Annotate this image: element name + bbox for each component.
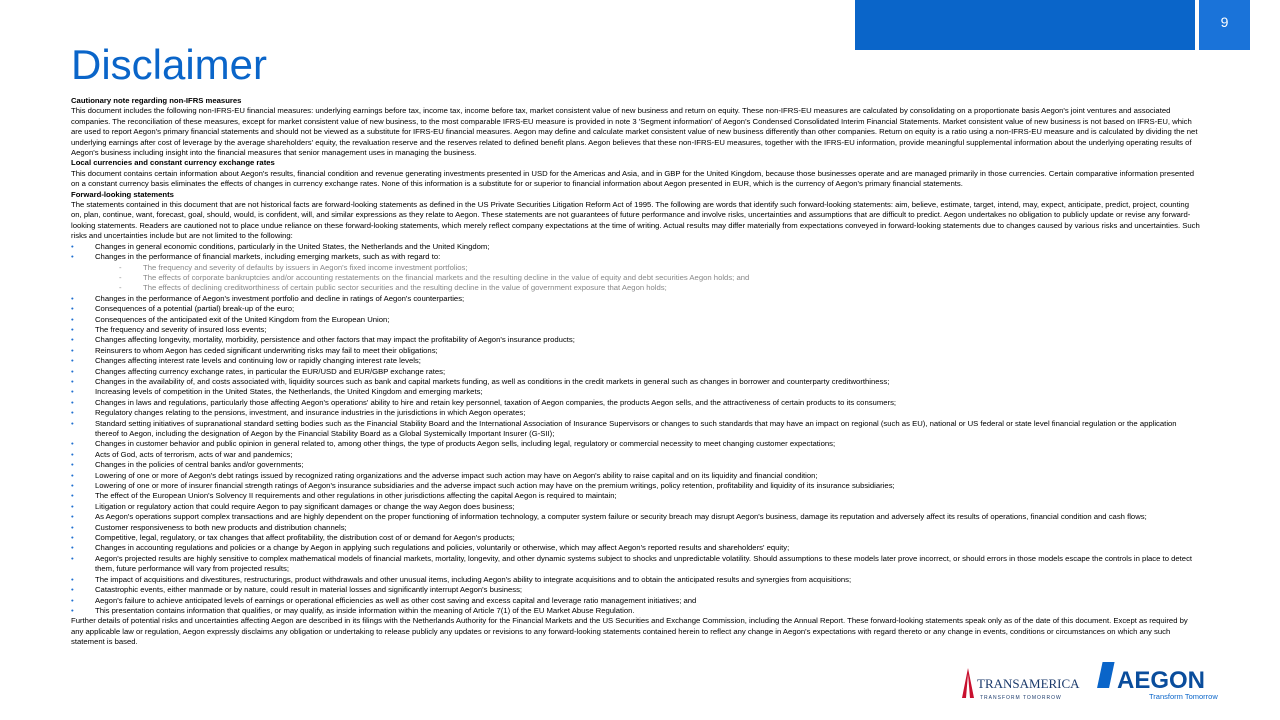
aegon-name: AEGON — [1117, 667, 1206, 694]
risk-bullet: • As Aegon's operations support complex transactions and are highly dependent on the proper functioning of information technology, a computer system failure or security breach may disrupt Aegon's business, damage its reputation and adversely affect its results of operations, financial condition and cash flows; — [71, 512, 1201, 522]
risk-bullet: • Changes affecting interest rate levels and continuing low or rapidly changing interest rate levels; — [71, 356, 1201, 366]
header-bar — [855, 0, 1195, 50]
risk-bullet: • Changes in customer behavior and public opinion in general related to, among other things, the type of products Aegon sells, including legal, regulatory or commercial necessity to meet changing customer expectations; — [71, 439, 1201, 449]
transamerica-logo — [958, 660, 1078, 702]
risk-bullet: • Aegon's failure to achieve anticipated levels of earnings or operational efficiencies as well as other cost saving and excess capital and leverage ratio management initiatives; and — [71, 596, 1201, 606]
section-text: This document contains certain information about Aegon's results, financial condition and revenue generating investments presented in USD for the Americas and Asia, and in GBP for the United Kingdom, because those businesses operate and are managed primarily in those currencies. Certain comparative information presented on a constant currency basis eliminates the effects of changes in currency exchange rates. None of this information is a substitute for or superior to financial information about Aegon presented in EUR, which is the currency of Aegon's primary financial statements. — [71, 168, 1195, 189]
risk-bullet: • This presentation contains information that qualifies, or may qualify, as inside information within the meaning of Article 7(1) of the EU Market Abuse Regulation. — [71, 606, 1201, 616]
risk-bullet: • Changes in the performance of Aegon's investment portfolio and decline in ratings of Aegon's counterparties; — [71, 294, 1201, 304]
risk-bullet: • Changes in general economic conditions, particularly in the United States, the Netherlands and the United Kingdom; — [71, 242, 1201, 252]
risk-bullet: • Changes in laws and regulations, particularly those affecting Aegon's operations' ability to hire and retain key personnel, taxation of Aegon companies, the products Aegon sells, and the attractiveness of certain products to its consumers; — [71, 398, 1201, 408]
risk-bullet: • Lowering of one or more of Aegon's debt ratings issued by recognized rating organizations and the adverse impact such action may have on Aegon's ability to raise capital and on its liquidity and financial condition; — [71, 471, 1201, 481]
risk-bullet: • Changes in accounting regulations and policies or a change by Aegon in applying such regulations and policies, voluntarily or otherwise, which may affect Aegon's reported results and shareholders' equity; — [71, 543, 1201, 553]
risk-bullet: • Consequences of the anticipated exit of the United Kingdom from the European Union; — [71, 315, 1201, 325]
section-text: The statements contained in this document that are not historical facts are forward-looking statements as defined in the US Private Securities Litigation Reform Act of 1995. The following are words that identify such forward-looking statements: aim, believe, estimate, target, intend, may, expect, anticipate, predict, project, counting on, plan, continue, want, forecast, goal, should, would, is confident, will, and similar expressions as they relate to Aegon. These statements are not guarantees of future performance and involve risks, uncertainties and assumptions that are difficult to predict. Aegon undertakes no obligation to publicly update or revise any forward-looking statements. Readers are cautioned not to place undue reliance on these forward-looking statements, which merely reflect company expectations at the time of writing. Actual results may differ materially from expectations conveyed in forward-looking statements due to changes caused by various risks and uncertainties. Such risks and uncertainties include but are not limited to the following: — [71, 200, 1200, 241]
risk-bullet: • Reinsurers to whom Aegon has ceded significant underwriting risks may fail to meet their obligations; — [71, 346, 1201, 356]
page-number: 9 — [1220, 14, 1229, 30]
risk-bullet: • Changes in the availability of, and costs associated with, liquidity sources such as bank and capital markets funding, as well as conditions in the credit markets in general such as changes in borrower and counterparty creditworthiness; — [71, 377, 1201, 387]
risk-bullet: • Lowering of one or more of insurer financial strength ratings of Aegon's insurance subsidiaries and the adverse impact such action may have on the premium writings, policy retention, profitability and liquidity of its insurance subsidiaries; — [71, 481, 1201, 491]
aegon-logo — [1103, 660, 1218, 702]
section-heading: Local currencies and constant currency exchange rates — [71, 158, 275, 168]
risk-list — [71, 242, 1201, 263]
risk-bullet: • Consequences of a potential (partial) break-up of the euro; — [71, 304, 1201, 314]
page-title: Disclaimer — [71, 41, 268, 88]
risk-bullet: • The impact of acquisitions and divestitures, restructurings, product withdrawals and other unusual items, including Aegon's ability to integrate acquisitions and to obtain the anticipated results and synergies from acquisitions; — [71, 575, 1201, 585]
risk-bullet: • The frequency and severity of insured loss events; — [71, 325, 1201, 335]
risk-bullet: • Competitive, legal, regulatory, or tax changes that affect profitability, the distribution cost of or demand for Aegon's products; — [71, 533, 1201, 543]
risk-bullet: • Aegon's projected results are highly sensitive to complex mathematical models of financial markets, mortality, longevity, and other dynamic systems subject to shocks and unpredictable volatility. Should assumptions to these models later prove incorrect, or should errors in those models escape the controls in place to detect them, future performance will vary from projected results; — [71, 554, 1201, 575]
risk-bullet: • Changes affecting longevity, mortality, morbidity, persistence and other factors that may impact the profitability of Aegon's insurance products; — [71, 335, 1201, 345]
risk-bullet: • Changes in the policies of central banks and/or governments; — [71, 460, 1201, 470]
risk-bullet: • Customer responsiveness to both new products and distribution channels; — [71, 523, 1201, 533]
risk-sub-list — [71, 263, 1201, 294]
aegon-tagline: Transform Tomorrow — [1149, 692, 1218, 701]
risk-bullet: • Changes in the performance of financial markets, including emerging markets, such as with regard to: — [71, 252, 1201, 262]
transamerica-name: TRANSAMERICA — [977, 676, 1080, 691]
risk-bullet: • Litigation or regulatory action that could require Aegon to pay significant damages or change the way Aegon does business; — [71, 502, 1201, 512]
risk-bullet: • The effect of the European Union's Solvency II requirements and other regulations in other jurisdictions affecting the capital Aegon is required to maintain; — [71, 491, 1201, 501]
risk-sub-bullet: - The effects of corporate bankruptcies and/or accounting restatements on the financial markets and the resulting decline in the value of equity and debt securities Aegon holds; and — [119, 273, 1201, 283]
risk-bullet: • Changes affecting currency exchange rates, in particular the EUR/USD and EUR/GBP exchange rates; — [71, 367, 1201, 377]
closing-text: Further details of potential risks and uncertainties affecting Aegon are described in its filings with the Netherlands Authority for the Financial Markets and the US Securities and Exchange Commission, including the Annual Report. These forward-looking statements speak only as of the date of this document. Except as required by any applicable law or regulation, Aegon expressly disclaims any obligation or undertaking to release publicly any updates or revisions to any forward-looking statements contained herein to reflect any change in Aegon's expectations with regard thereto or any change in events, conditions or circumstances on which any such statement is based. — [71, 616, 1188, 647]
risk-sub-bullet: - The frequency and severity of defaults by issuers in Aegon's fixed income investment portfolios; — [119, 263, 1201, 273]
section-heading: Cautionary note regarding non-IFRS measures — [71, 96, 242, 105]
disclaimer-body — [71, 96, 1201, 648]
risk-bullet: • Standard setting initiatives of supranational standard setting bodies such as the Financial Stability Board and the International Association of Insurance Supervisors or changes to such standards that may have an impact on regional (such as EU), national or US federal or state level financial regulation or the application thereof to Aegon, including the designation of Aegon by the Financial Stability Board as a Global Systemically Important Insurer (G-SII); — [71, 419, 1201, 440]
risk-list — [71, 294, 1201, 617]
transamerica-tagline: TRANSFORM TOMORROW — [980, 695, 1062, 701]
section-heading: Forward-looking statements — [71, 189, 174, 199]
risk-bullet: • Increasing levels of competition in the United States, the Netherlands, the United Kingdom and emerging markets; — [71, 387, 1201, 397]
risk-bullet: • Regulatory changes relating to the pensions, investment, and insurance industries in the jurisdictions in which Aegon operates; — [71, 408, 1201, 418]
section-text: This document includes the following non-IFRS-EU financial measures: underlying earnings before tax, income tax, income before tax, market consistent value of new business and return on equity. These non-IFRS-EU measures are calculated by consolidating on a proportionate basis Aegon's joint ventures and associated companies. The reconciliation of these measures, except for market consistent value of new business, to the most comparable IFRS-EU measure is provided in note 3 'Segment information' of Aegon's Condensed Consolidated Interim Financial Statements. Market consistent value of new business is not based on IFRS-EU, which are used to report Aegon's primary financial statements and should not be viewed as a substitute for IFRS-EU financial measures. Aegon may define and calculate market consistent value of new business differently than other companies. Return on equity is a ratio using a non-IFRS-EU measure and is calculated by dividing the net underlying earnings after cost of leverage by the average shareholders' equity, the revaluation reserve and the reserves related to defined benefit plans. Aegon believes that these non-IFRS-EU measures, together with the IFRS-EU information, provide meaningful supplemental information about the underlying operating results of Aegon's business including insight into the financial measures that senior management uses in managing the business. — [71, 106, 1198, 158]
risk-bullet: • Catastrophic events, either manmade or by nature, could result in material losses and significantly interrupt Aegon's business; — [71, 585, 1201, 595]
risk-sub-bullet: - The effects of declining creditworthiness of certain public sector securities and the resulting decline in the value of government exposure that Aegon holds; — [119, 283, 1201, 293]
risk-bullet: • Acts of God, acts of terrorism, acts of war and pandemics; — [71, 450, 1201, 460]
